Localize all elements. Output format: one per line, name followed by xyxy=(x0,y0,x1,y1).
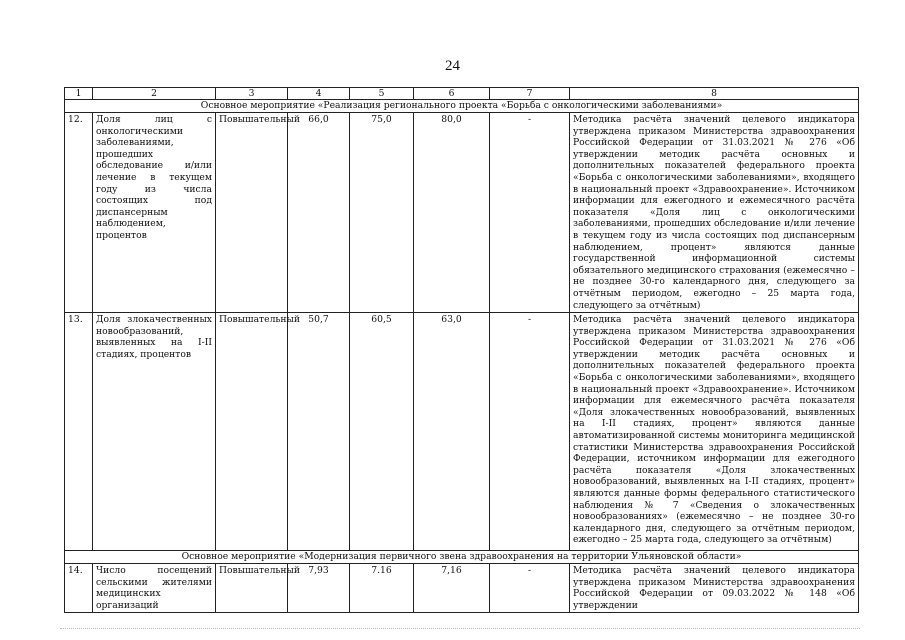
value-col7: - xyxy=(490,113,570,313)
column-header: 6 xyxy=(414,88,490,100)
page-number: 24 xyxy=(445,58,460,74)
indicator-name: Число посещений сельскими жителями медицинских организаций xyxy=(93,564,216,613)
column-header: 5 xyxy=(350,88,414,100)
value-col4: 50,7 xyxy=(288,313,350,551)
row-number: 14. xyxy=(65,564,93,613)
indicator-type: Повышательный xyxy=(216,113,288,313)
indicator-table xyxy=(64,87,859,613)
column-header: 1 xyxy=(65,88,93,100)
value-col4: 7,93 xyxy=(288,564,350,613)
scan-edge-dots xyxy=(60,628,860,633)
value-col5: 75,0 xyxy=(350,113,414,313)
value-col7: - xyxy=(490,313,570,551)
method-description: Методика расчёта значений целевого индикатора утверждена приказом Министерства здравоохранения Российской Федерации от 09.03.2022 № 148 «Об утверждении xyxy=(570,564,859,613)
value-col6: 7,16 xyxy=(414,564,490,613)
indicator-name: Доля злокачественных новообразований, выявленных на I-II стадиях, процентов xyxy=(93,313,216,551)
table-row xyxy=(65,113,859,313)
row-number: 13. xyxy=(65,313,93,551)
column-header: 2 xyxy=(93,88,216,100)
column-header: 8 xyxy=(570,88,859,100)
column-header: 4 xyxy=(288,88,350,100)
value-col5: 60,5 xyxy=(350,313,414,551)
section-title: Основное мероприятие «Реализация регионального проекта «Борьба с онкологическими заболеваниями» xyxy=(65,100,859,113)
row-number: 12. xyxy=(65,113,93,313)
value-col6: 63,0 xyxy=(414,313,490,551)
method-description: Методика расчёта значений целевого индикатора утверждена приказом Министерства здравоохранения Российской Федерации от 31.03.2021 № 276 «Об утверждении методик расчёта основных и дополнительных показателей федерального проекта «Борьба с онкологическими заболеваниями», входящего в национальный проект «Здравоохранение». Источником информации для ежегодного и ежемесячного расчёта показателя «Доля лиц с онкологическими заболеваниями, прошедших обследование и/или лечение в текущем году из числа состоящих под диспансерным наблюдением, процент» являются данные государственной информационной системы обязательного медицинского страхования (ежемесячно – не позднее 30-го календарного дня, следующего за отчётным периодом, ежегодно – 25 марта года, следующего за отчётным) xyxy=(570,113,859,313)
method-description: Методика расчёта значений целевого индикатора утверждена приказом Министерства здравоохранения Российской Федерации от 31.03.2021 № 276 «Об утверждении методик расчёта основных и дополнительных показателей федерального проекта «Борьба с онкологическими заболеваниями», входящего в национальный проект «Здравоохранение». Источником информации для ежемесячного расчёта показателя «Доля злокачественных новообразований, выявленных на I-II стадиях, процент» являются данные автоматизированной системы мониторинга медицинской статистики Министерства здравоохранения Российской Федерации, источником информации для ежегодного расчёта показателя «Доля злокачественных новообразований, выявленных на I-II стадиях, процент» являются данные формы федерального статистического наблюдения № 7 «Сведения о злокачественных новообразованиях» (ежемесячно – не позднее 30-го календарного дня, следующего за отчётным периодом, ежегодно – 25 марта года, следующего за отчётным) xyxy=(570,313,859,551)
value-col4: 66,0 xyxy=(288,113,350,313)
column-number-row xyxy=(65,88,859,100)
indicator-name: Доля лиц с онкологическими заболеваниями, прошедших обследование и/или лечение в текущем году из числа состоящих под диспансерным наблюдением, процентов xyxy=(93,113,216,313)
table-row xyxy=(65,564,859,613)
value-col7: - xyxy=(490,564,570,613)
section-header-row xyxy=(65,100,859,113)
value-col5: 7.16 xyxy=(350,564,414,613)
section-title: Основное мероприятие «Модернизация первичного звена здравоохранения на территории Ульяновской области» xyxy=(65,551,859,564)
column-header: 7 xyxy=(490,88,570,100)
table-row xyxy=(65,313,859,551)
indicator-type: Повышательный xyxy=(216,313,288,551)
value-col6: 80,0 xyxy=(414,113,490,313)
column-header: 3 xyxy=(216,88,288,100)
indicator-type: Повышательный xyxy=(216,564,288,613)
section-header-row xyxy=(65,551,859,564)
